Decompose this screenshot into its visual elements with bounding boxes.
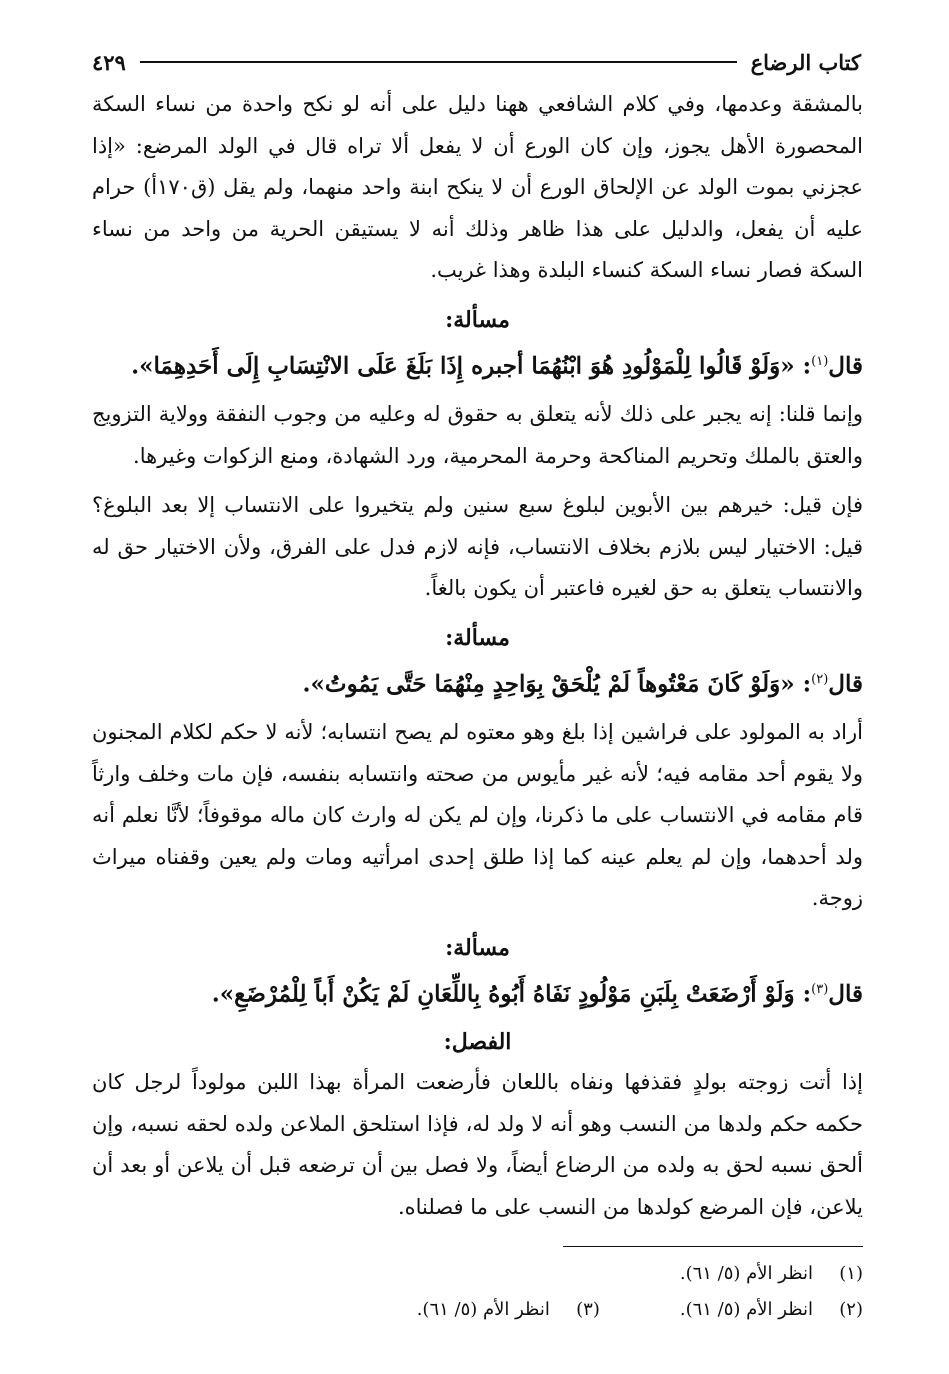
page-number: ٤٢٩ (92, 49, 126, 75)
section-heading-4: الفصل: (443, 1029, 512, 1056)
section-heading-3: مسألة: (445, 934, 510, 961)
footnote-number: (١) (839, 1263, 863, 1284)
chapter-title: كتاب الرضاع (750, 49, 861, 75)
quoted-text-1 (92, 340, 863, 389)
footnote-number: (٢) (839, 1299, 863, 1320)
footnote-3 (417, 1292, 600, 1328)
footnote-separator (563, 1246, 863, 1247)
quote-lead: قال (828, 352, 863, 380)
main-text (92, 84, 863, 1236)
running-header (92, 40, 861, 84)
paragraph-2: وإنما قلنا: إنه يجبر على ذلك لأنه يتعلق به حقوق له وعليه من وجوب النفقة وولاية التزويج والعتق بالملك وتحريم المناكحة وحرمة المحرمية، ورد الشهادة، ومنع الزكوات وغيرها. (92, 402, 863, 468)
quote-body: : «وَلَوْ قَالُوا لِلْمَوْلُودِ هُوَ ابْنُهُمَا أجبره إِذَا بَلَغَ عَلَى الانْتِسَابِ إِلَى أَحَدِهِمَا». (131, 352, 812, 380)
footnote-text: انظر الأم (٥/ ٦١). (416, 1299, 550, 1320)
section-heading-1: مسألة: (445, 306, 510, 333)
footnote-2 (680, 1292, 863, 1328)
quoted-text-2 (92, 658, 863, 707)
footnotes (92, 1256, 863, 1328)
footnote-number: (٣) (576, 1299, 600, 1320)
footnote-row (92, 1256, 863, 1292)
footnote-marker-2: (٢) (811, 671, 829, 687)
quote-body: : وَلَوْ أَرْضَعَتْ بِلَبَنِ مَوْلُودٍ نَفَاهُ أَبُوهُ بِاللِّعَانِ لَمْ يَكُنْ أَباً لِلْمُرْضَعِ». (211, 980, 812, 1008)
section-heading-2: مسألة: (445, 624, 510, 651)
paragraph-1: بالمشقة وعدمها، وفي كلام الشافعي ههنا دليل على أنه لو نكح واحدة من نساء السكة المحصورة الأهل يجوز، وإن كان الورع أن لا يفعل ألا تراه قال في الولد المرضع: «إذا عجزني بموت الولد عن الإلحاق الورع أن لا ينكح ابنة واحد منهما، ولم يقل (ق١٧٠أ) حرام عليه أن يفعل، والدليل على هذا ظاهر وذلك أنه لا يستيقن الحرية من واحد من نساء السكة فصار نساء السكة كنساء البلدة وهذا غريب. (92, 92, 863, 282)
quote-body: : «وَلَوْ كَانَ مَعْتُوهاً لَمْ يُلْحَقْ بِوَاحِدٍ مِنْهُمَا حَتَّى يَمُوتُ». (302, 670, 812, 698)
header-rule (140, 61, 737, 63)
paragraph-3: فإن قيل: خيرهم بين الأبوين لبلوغ سبع سنين ولم يتخيروا على الانتساب إلا بعد البلوغ؟ قيل: الاختيار ليس بلازم بخلاف الانتساب، فإنه لازم فدل على الفرق، ولأن الاختيار حق له والانتساب يتعلق به حق لغيره فاعتبر أن يكون بالغاً. (92, 493, 863, 601)
footnote-row (92, 1292, 863, 1328)
footnote-marker-1: (١) (811, 353, 829, 369)
paragraph-5: إذا أتت زوجته بولدٍ فقذفها ونفاه باللعان فأرضعت المرأة بهذا اللبن مولوداً لرجل كان حكمه حكم ولدها من النسب وهو أنه لا ولد له، فإذا استلحق الملاعن ولده لحقه نسبه، وإن ألحق نسبه لحق به ولده من الرضاع أيضاً، ولا فصل بين أن ترضعه قبل أن يلاعن أو بعد أن يلاعن، فإن المرضع كولدها من النسب على ما فصلناه. (92, 1070, 863, 1219)
footnote-1 (680, 1256, 863, 1292)
quote-lead: قال (828, 980, 863, 1008)
paragraph-4: أراد به المولود على فراشين إذا بلغ وهو معتوه لم يصح انتسابه؛ لأنه لا حكم لكلام المجنون ولا يقوم أحد مقامه فيه؛ لأنه غير مأيوس من صحته وانتسابه بنفسه، فإن مات وخلف وارثاً قام مقامه في الانتساب على ما ذكرنا، وإن لم يكن له وارث كان ماله موقوفاً؛ لأنَّا نعلم أنه ولد أحدهما، وإن لم يعلم عينه كما إذا طلق إحدى امرأتيه ومات ولم يعين وقفناه ميراث زوجة. (92, 720, 863, 911)
quote-lead: قال (828, 670, 863, 698)
quoted-text-3 (92, 968, 863, 1017)
footnote-marker-3: (٣) (811, 981, 829, 997)
footnote-text: انظر الأم (٥/ ٦١). (679, 1263, 813, 1284)
footnote-text: انظر الأم (٥/ ٦١). (679, 1299, 813, 1320)
